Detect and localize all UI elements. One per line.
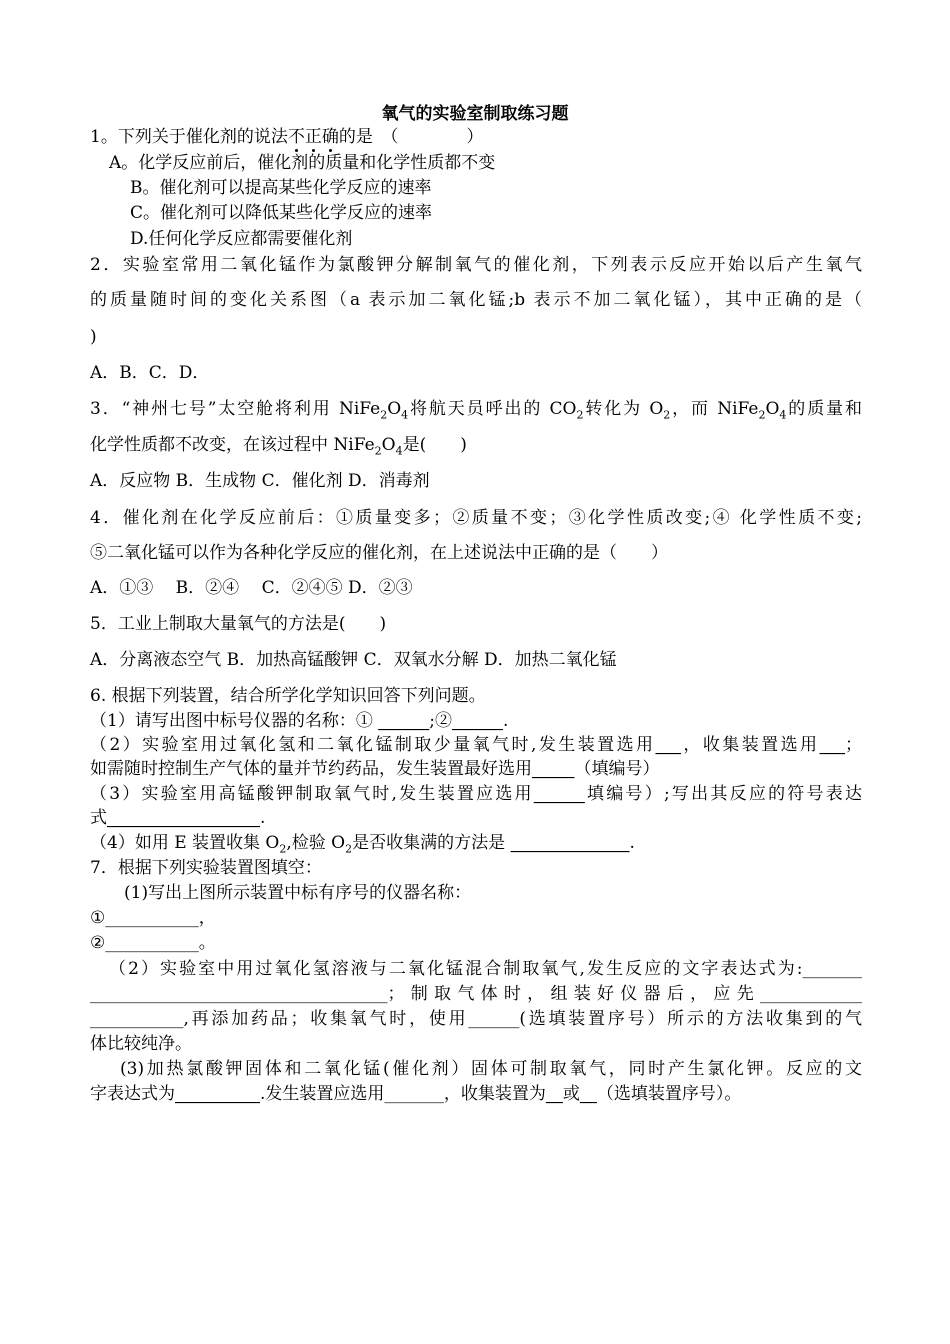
q7-part1: (1)写出上图所示装置中标有序号的仪器名称：	[124, 883, 472, 903]
q4-options: A．①③ B．②④ C．②④⑤ D．②③	[90, 578, 413, 598]
q3-line: 3．“神州七号”太空舱将利用 $NiFe_2O_4$将航天员呼出的 $CO_2$转化为 $O_2$，而 $NiFe_2O_4$的质量和	[90, 399, 862, 422]
emphasis-char: 正	[304, 127, 322, 147]
q7-part3: (3)加热氯酸钾固体和二氧化锰(催化剂）固体可制取氧气，同时产生氯化钾。反应的文	[120, 1059, 862, 1079]
answer-blank[interactable]: ___	[819, 735, 846, 755]
answer-blank[interactable]: __	[545, 1084, 563, 1104]
q6-stem: 6. 根据下列装置，结合所学化学知识回答下列问题。	[90, 686, 486, 706]
q6-part2: （2）实验室用过氧化氢和二氧化锰制取少量氧气时,发生装置选用___，收集装置选用___；	[90, 735, 863, 755]
q6-part3-cont: 式__________________.	[90, 808, 266, 828]
q2-line: )	[90, 327, 97, 347]
emphasis-char: 不	[287, 127, 305, 147]
q3-line: 化学性质都不改变，在该过程中 $NiFe_2O_4$是( )	[90, 435, 467, 458]
answer-blank[interactable]: ______	[378, 711, 430, 731]
q3-options: A．反应物 B．生成物 C．催化剂 D．消毒剂	[90, 471, 430, 491]
q1-option-a: A。化学反应前后，催化剂的质量和化学性质都不变	[109, 153, 496, 173]
q2-line: 的质量随时间的变化关系图（a 表示加二氧化锰;b 表示不加二氧化锰），其中正确的是（	[90, 290, 862, 310]
q7-part2-cont: ___________________________________；制取气体时，组装好仪器后，应先____________	[90, 984, 862, 1004]
q4-line: ⑤二氧化锰可以作为各种化学反应的催化剂，在上述说法中正确的是（ ）	[90, 543, 668, 563]
q2-line: 2．实验室常用二氧化锰作为氯酸钾分解制氧气的催化剂，下列表示反应开始以后产生氧气	[90, 255, 862, 275]
q7-blank-2[interactable]: ②___________。	[90, 933, 216, 953]
q1-stem-text: 的是 （ ）	[338, 127, 484, 147]
q7-part2-cont: 体比较纯净。	[90, 1034, 192, 1054]
q5-options: A．分离液态空气 B．加热高锰酸钾 C．双氧水分解 D．加热二氧化锰	[90, 650, 617, 670]
page-title: 氧气的实验室制取练习题	[381, 104, 569, 124]
q4-line: 4．催化剂在化学反应前后：①质量变多；②质量不变；③化学性质改变;④ 化学性质不变;	[90, 508, 862, 528]
q7-stem: 7．根据下列实验装置图填空：	[90, 858, 322, 878]
q1-stem-text: 1。下列关于催化剂的说法	[90, 127, 288, 147]
emphasis-char: 确	[321, 127, 339, 147]
q1-option-c: C。催化剂可以降低某些化学反应的速率	[130, 203, 433, 223]
q5-stem: 5．工业上制取大量氧气的方法是( )	[90, 614, 387, 634]
q1-stem	[90, 126, 862, 148]
answer-blank[interactable]: __________	[175, 1084, 260, 1104]
q6-part2-cont: 如需随时控制生产气体的量并节约药品，发生装置最好选用_____（填编号）	[90, 759, 660, 779]
answer-blank[interactable]: _____	[532, 759, 575, 779]
q1-option-d: D.任何化学反应都需要催化剂	[130, 229, 353, 249]
answer-blank[interactable]: __________________	[107, 808, 260, 828]
q6-part4: （4）如用 E 装置收集 $O_2$,检验 $O_2$是否收集满的方法是 ______________.	[90, 833, 635, 856]
answer-blank[interactable]: __	[579, 1084, 597, 1104]
q7-part2: （2）实验室中用过氧化氢溶液与二氧化锰混合制取氧气,发生反应的文字表达式为:_______	[109, 959, 862, 979]
answer-blank[interactable]: ______________	[510, 833, 630, 853]
answer-blank[interactable]: ______	[451, 711, 503, 731]
q7-part3-cont: 字表达式为__________.发生装置应选用_______，收集装置为__或__（选填装置序号）。	[90, 1084, 742, 1104]
q6-part3: （3）实验室用高锰酸钾制取氧气时,发生装置应选用______填编号）;写出其反应的符号表达	[90, 784, 863, 804]
q1-option-b: B。催化剂可以提高某些化学反应的速率	[130, 178, 432, 198]
answer-blank[interactable]: ______	[533, 784, 585, 804]
answer-blank[interactable]: ___	[655, 735, 681, 755]
q7-part2-cont: ___________,再添加药品；收集氧气时，使用______(选填装置序号）所示的方法收集到的气	[90, 1009, 862, 1029]
q6-part1: （1）请写出图中标号仪器的名称：① ______;②______.	[90, 711, 509, 731]
q2-options: A．B．C．D．	[90, 363, 210, 383]
q7-blank-1[interactable]: ①___________，	[90, 908, 216, 928]
